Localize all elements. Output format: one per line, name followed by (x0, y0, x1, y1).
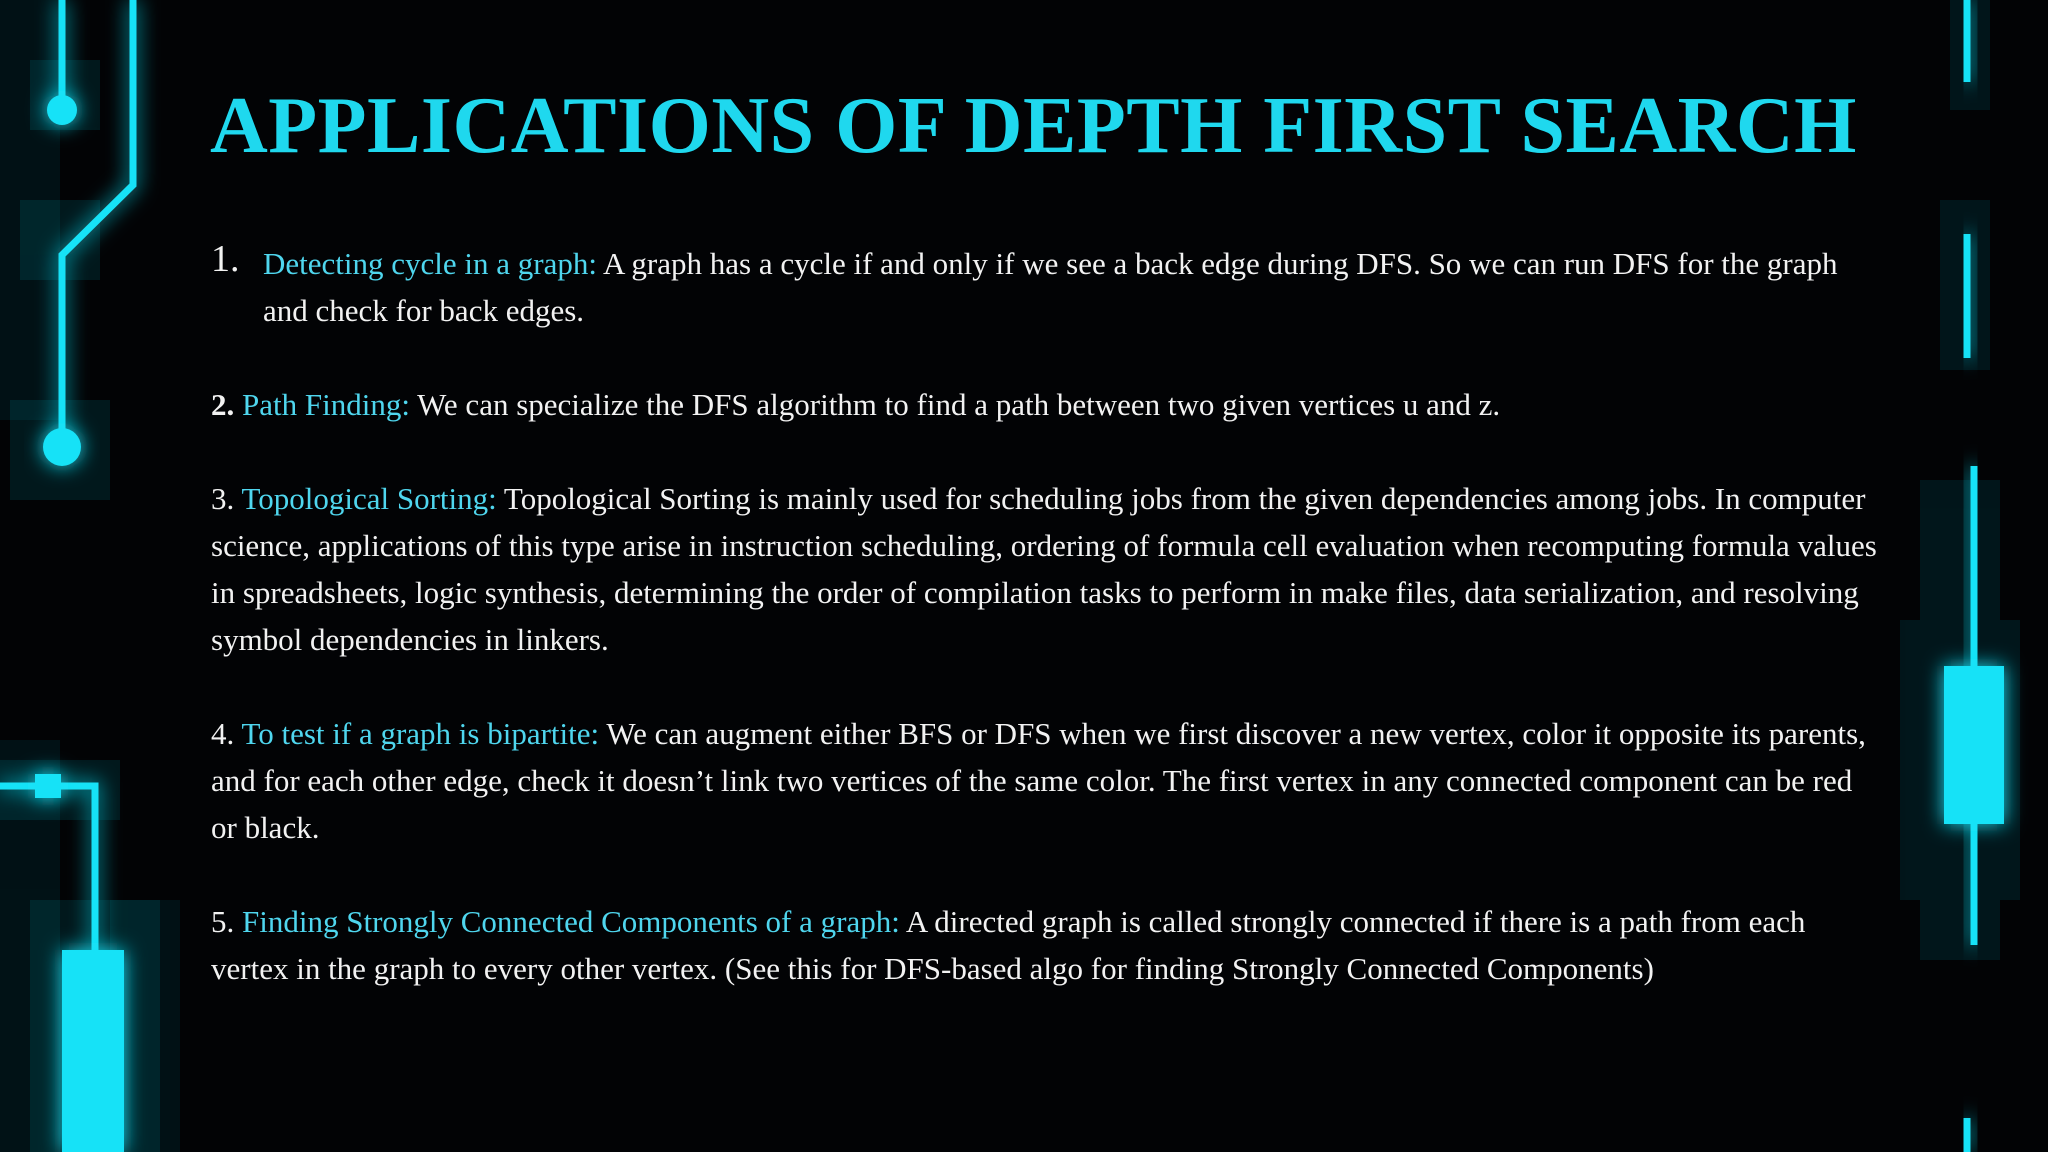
item-text: A graph has a cycle if and only if we see a back edge during DFS. So we can run DFS for the graph and check for back edges. (263, 246, 1838, 328)
slide-title: APPLICATIONS OF DEPTH FIRST SEARCH (210, 82, 1857, 170)
item-heading: To test if a graph is bipartite: (241, 716, 600, 751)
item-heading: Path Finding: (242, 387, 410, 422)
item-heading: Finding Strongly Connected Components of a graph: (242, 904, 900, 939)
item-number: 1. (211, 238, 240, 280)
item-heading: Topological Sorting: (241, 481, 497, 516)
item-number: 2. (211, 387, 235, 422)
list-item (211, 381, 1881, 428)
item-number: 3. (211, 481, 235, 516)
list-item (211, 710, 1881, 851)
list-item (211, 898, 1881, 992)
item-text: We can specialize the DFS algorithm to find a path between two given vertices u and z. (409, 387, 1501, 422)
item-text: A directed graph is called strongly connected if there is a path from each vertex in the graph to every other vertex. (See this for DFS-based algo for finding Strongly Connected Components) (211, 904, 1806, 986)
item-text: We can augment either BFS or DFS when we first discover a new vertex, color it opposite its parents, and for each other edge, check it doesn’t link two vertices of the same color. The first vertex in any connected component can be red or black. (211, 716, 1866, 845)
list-item (211, 240, 1881, 334)
item-heading: Detecting cycle in a graph: (263, 246, 597, 281)
item-text: Topological Sorting is mainly used for scheduling jobs from the given dependencies among jobs. In computer science, applications of this type arise in instruction scheduling, ordering of formula cell evaluation when recomputing formula values in spreadsheets, logic synthesis, determining the order of compilation tasks to perform in make files, data serialization, and resolving symbol dependencies in linkers. (211, 481, 1877, 657)
list-item (211, 475, 1881, 663)
item-number: 4. (211, 716, 235, 751)
applications-list (211, 240, 1881, 1039)
item-number: 5. (211, 904, 235, 939)
